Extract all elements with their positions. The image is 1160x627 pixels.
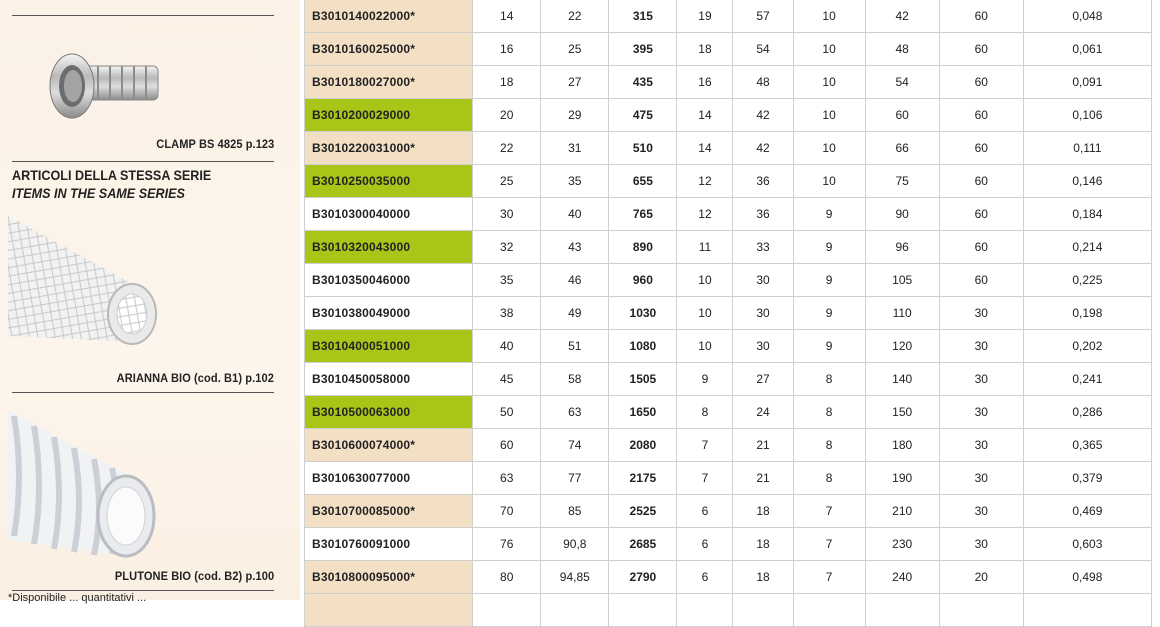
table-cell: 25 — [473, 165, 541, 198]
table-cell: 57 — [733, 0, 793, 33]
product-code[interactable]: B3010140022000* — [305, 0, 473, 33]
table-cell: 30 — [939, 528, 1023, 561]
table-cell: 60 — [473, 429, 541, 462]
table-cell: 16 — [473, 33, 541, 66]
table-cell: 36 — [733, 198, 793, 231]
table-cell: 0,225 — [1023, 264, 1151, 297]
table-cell: 30 — [939, 363, 1023, 396]
product-code[interactable]: B3010800095000* — [305, 561, 473, 594]
divider — [12, 392, 274, 393]
table-cell: 60 — [939, 165, 1023, 198]
table-cell: 1650 — [609, 396, 677, 429]
product-table — [304, 0, 1152, 627]
table-cell: 49 — [541, 297, 609, 330]
table-cell: 18 — [473, 66, 541, 99]
table-cell: 0,379 — [1023, 462, 1151, 495]
table-cell: 0,146 — [1023, 165, 1151, 198]
table-cell: 120 — [865, 330, 939, 363]
table-cell: 14 — [473, 0, 541, 33]
table-cell: 30 — [473, 198, 541, 231]
table-cell: 30 — [939, 330, 1023, 363]
table-row — [305, 495, 1152, 528]
table-cell: 9 — [793, 231, 865, 264]
table-cell — [541, 594, 609, 627]
table-cell: 51 — [541, 330, 609, 363]
table-cell — [473, 594, 541, 627]
product-code[interactable]: B3010450058000 — [305, 363, 473, 396]
table-cell: 10 — [677, 330, 733, 363]
table-cell: 24 — [733, 396, 793, 429]
table-cell: 48 — [733, 66, 793, 99]
table-cell: 765 — [609, 198, 677, 231]
table-cell: 10 — [677, 297, 733, 330]
product-code[interactable]: B3010600074000* — [305, 429, 473, 462]
product-code[interactable]: B3010320043000 — [305, 231, 473, 264]
table-cell: 8 — [677, 396, 733, 429]
table-cell: 0,286 — [1023, 396, 1151, 429]
table-cell: 27 — [541, 66, 609, 99]
table-row — [305, 165, 1152, 198]
table-row — [305, 198, 1152, 231]
table-cell: 42 — [733, 132, 793, 165]
table-cell: 60 — [865, 99, 939, 132]
table-cell: 30 — [733, 297, 793, 330]
table-cell: 8 — [793, 363, 865, 396]
product-code[interactable]: B3010220031000* — [305, 132, 473, 165]
table-cell: 890 — [609, 231, 677, 264]
table-cell: 43 — [541, 231, 609, 264]
table-cell: 7 — [793, 561, 865, 594]
series-heading-it: ARTICOLI DELLA STESSA SERIE — [12, 167, 212, 183]
table-cell: 0,469 — [1023, 495, 1151, 528]
table-cell: 9 — [793, 198, 865, 231]
table-cell: 30 — [733, 264, 793, 297]
table-cell: 16 — [677, 66, 733, 99]
product-code[interactable]: B3010760091000 — [305, 528, 473, 561]
table-row — [305, 66, 1152, 99]
table-cell: 110 — [865, 297, 939, 330]
table-cell — [939, 594, 1023, 627]
table-cell: 38 — [473, 297, 541, 330]
table-cell: 10 — [793, 33, 865, 66]
table-cell: 2685 — [609, 528, 677, 561]
table-cell: 8 — [793, 429, 865, 462]
product-code[interactable]: B3010200029000 — [305, 99, 473, 132]
table-cell: 42 — [733, 99, 793, 132]
product-code[interactable]: B3010300040000 — [305, 198, 473, 231]
table-cell: 85 — [541, 495, 609, 528]
table-cell: 0,048 — [1023, 0, 1151, 33]
table-cell: 7 — [793, 495, 865, 528]
sidebar — [0, 0, 300, 604]
table-cell: 74 — [541, 429, 609, 462]
plutone-bio-hose-image[interactable] — [8, 410, 158, 560]
table-cell: 22 — [541, 0, 609, 33]
table-row — [305, 0, 1152, 33]
table-cell: 32 — [473, 231, 541, 264]
table-cell: 0,061 — [1023, 33, 1151, 66]
table-cell: 30 — [939, 495, 1023, 528]
table-cell: 12 — [677, 198, 733, 231]
table-cell — [865, 594, 939, 627]
table-cell: 6 — [677, 495, 733, 528]
table-cell: 7 — [677, 462, 733, 495]
table-cell: 510 — [609, 132, 677, 165]
table-cell: 90,8 — [541, 528, 609, 561]
series-heading-en: ITEMS IN THE SAME SERIES — [12, 185, 185, 201]
table-cell: 20 — [473, 99, 541, 132]
table-cell: 58 — [541, 363, 609, 396]
table-cell: 80 — [473, 561, 541, 594]
table-cell: 105 — [865, 264, 939, 297]
table-cell: 395 — [609, 33, 677, 66]
table-cell: 33 — [733, 231, 793, 264]
table-cell: 6 — [677, 561, 733, 594]
table-cell: 315 — [609, 0, 677, 33]
table-cell: 30 — [733, 330, 793, 363]
product-code[interactable]: B3010380049000 — [305, 297, 473, 330]
product-code[interactable]: B3010500063000 — [305, 396, 473, 429]
product-code[interactable]: B3010160025000* — [305, 33, 473, 66]
table-cell: 210 — [865, 495, 939, 528]
table-cell: 0,198 — [1023, 297, 1151, 330]
table-cell: 960 — [609, 264, 677, 297]
table-cell: 60 — [939, 66, 1023, 99]
table-cell: 8 — [793, 462, 865, 495]
table-cell — [733, 594, 793, 627]
table-row — [305, 99, 1152, 132]
table-cell: 36 — [733, 165, 793, 198]
table-cell — [1023, 594, 1151, 627]
table-cell: 50 — [473, 396, 541, 429]
table-cell: 18 — [733, 561, 793, 594]
table-cell: 150 — [865, 396, 939, 429]
table-cell: 30 — [939, 429, 1023, 462]
product-code[interactable]: B3010180027000* — [305, 66, 473, 99]
table-row — [305, 132, 1152, 165]
table-cell: 60 — [939, 99, 1023, 132]
arianna-caption[interactable]: ARIANNA BIO (cod. B1) p.102 — [116, 371, 274, 385]
table-cell: 8 — [793, 396, 865, 429]
table-cell: 2790 — [609, 561, 677, 594]
table-cell: 10 — [793, 165, 865, 198]
table-cell: 19 — [677, 0, 733, 33]
table-cell: 140 — [865, 363, 939, 396]
product-code[interactable]: B3010250035000 — [305, 165, 473, 198]
table-cell: 76 — [473, 528, 541, 561]
table-cell: 6 — [677, 528, 733, 561]
table-cell: 14 — [677, 99, 733, 132]
table-cell: 9 — [793, 264, 865, 297]
table-cell: 10 — [793, 99, 865, 132]
clamp-fitting-image[interactable] — [48, 50, 164, 122]
divider — [12, 590, 274, 591]
table-cell — [677, 594, 733, 627]
table-cell: 2525 — [609, 495, 677, 528]
table-cell: 40 — [473, 330, 541, 363]
clamp-caption[interactable]: CLAMP BS 4825 p.123 — [155, 137, 274, 151]
table-cell: 20 — [939, 561, 1023, 594]
table-cell: 1030 — [609, 297, 677, 330]
table-cell: 30 — [939, 462, 1023, 495]
table-cell: 35 — [541, 165, 609, 198]
table-cell: 11 — [677, 231, 733, 264]
table-cell: 90 — [865, 198, 939, 231]
table-cell: 0,202 — [1023, 330, 1151, 363]
table-cell: 75 — [865, 165, 939, 198]
table-row — [305, 561, 1152, 594]
table-cell: 0,603 — [1023, 528, 1151, 561]
table-cell: 18 — [733, 495, 793, 528]
table-cell: 9 — [793, 330, 865, 363]
table-cell: 1505 — [609, 363, 677, 396]
table-cell: 0,106 — [1023, 99, 1151, 132]
table-cell: 475 — [609, 99, 677, 132]
table-cell: 60 — [939, 264, 1023, 297]
table-row — [305, 297, 1152, 330]
table-row — [305, 396, 1152, 429]
table-cell: 63 — [541, 396, 609, 429]
table-cell: 29 — [541, 99, 609, 132]
table-cell — [609, 594, 677, 627]
table-cell: 66 — [865, 132, 939, 165]
table-cell: 18 — [677, 33, 733, 66]
table-cell: 54 — [733, 33, 793, 66]
table-cell: 60 — [939, 0, 1023, 33]
product-code[interactable]: B3010630077000 — [305, 462, 473, 495]
table-row — [305, 363, 1152, 396]
table-cell: 0,111 — [1023, 132, 1151, 165]
divider — [12, 15, 274, 16]
table-cell: 435 — [609, 66, 677, 99]
table-row — [305, 594, 1152, 627]
table-row — [305, 429, 1152, 462]
table-cell: 42 — [865, 0, 939, 33]
table-cell: 48 — [865, 33, 939, 66]
table-cell: 12 — [677, 165, 733, 198]
table-row — [305, 231, 1152, 264]
table-cell: 94,85 — [541, 561, 609, 594]
product-code[interactable]: B3010700085000* — [305, 495, 473, 528]
table-cell: 22 — [473, 132, 541, 165]
table-cell: 9 — [793, 297, 865, 330]
table-cell: 21 — [733, 462, 793, 495]
table-cell: 0,365 — [1023, 429, 1151, 462]
table-cell: 10 — [793, 132, 865, 165]
table-cell: 230 — [865, 528, 939, 561]
footnote: *Disponibile ... quantitativi ... — [8, 592, 147, 604]
table-cell: 40 — [541, 198, 609, 231]
divider — [12, 161, 274, 162]
table-cell: 60 — [939, 132, 1023, 165]
table-cell: 77 — [541, 462, 609, 495]
table-row — [305, 264, 1152, 297]
table-cell: 1080 — [609, 330, 677, 363]
table-cell: 240 — [865, 561, 939, 594]
table-cell: 7 — [793, 528, 865, 561]
table-cell — [793, 594, 865, 627]
table-cell: 96 — [865, 231, 939, 264]
table-cell: 46 — [541, 264, 609, 297]
table-cell: 0,214 — [1023, 231, 1151, 264]
table-row — [305, 462, 1152, 495]
product-code[interactable] — [305, 594, 473, 627]
table-cell: 655 — [609, 165, 677, 198]
table-cell: 27 — [733, 363, 793, 396]
table-cell: 2175 — [609, 462, 677, 495]
table-cell: 10 — [793, 0, 865, 33]
table-cell: 30 — [939, 297, 1023, 330]
table-cell: 0,498 — [1023, 561, 1151, 594]
table-cell: 0,241 — [1023, 363, 1151, 396]
table-cell: 25 — [541, 33, 609, 66]
table-cell: 0,184 — [1023, 198, 1151, 231]
table-row — [305, 528, 1152, 561]
table-cell: 10 — [677, 264, 733, 297]
table-cell: 54 — [865, 66, 939, 99]
series-heading — [12, 166, 211, 202]
table-cell: 31 — [541, 132, 609, 165]
arianna-bio-hose-image[interactable] — [8, 216, 164, 346]
table-cell: 21 — [733, 429, 793, 462]
table-row — [305, 33, 1152, 66]
table-cell: 63 — [473, 462, 541, 495]
table-cell: 70 — [473, 495, 541, 528]
table-cell: 45 — [473, 363, 541, 396]
table-cell: 0,091 — [1023, 66, 1151, 99]
table-cell: 60 — [939, 198, 1023, 231]
table-cell: 9 — [677, 363, 733, 396]
table-cell: 2080 — [609, 429, 677, 462]
table-cell: 14 — [677, 132, 733, 165]
table-cell: 35 — [473, 264, 541, 297]
table-cell: 180 — [865, 429, 939, 462]
table-cell: 18 — [733, 528, 793, 561]
table-cell: 10 — [793, 66, 865, 99]
table-cell: 190 — [865, 462, 939, 495]
table-row — [305, 330, 1152, 363]
table-cell: 60 — [939, 33, 1023, 66]
table-cell: 7 — [677, 429, 733, 462]
table-cell: 60 — [939, 231, 1023, 264]
product-code[interactable]: B3010350046000 — [305, 264, 473, 297]
product-code[interactable]: B3010400051000 — [305, 330, 473, 363]
plutone-caption[interactable]: PLUTONE BIO (cod. B2) p.100 — [114, 569, 274, 583]
table-cell: 30 — [939, 396, 1023, 429]
